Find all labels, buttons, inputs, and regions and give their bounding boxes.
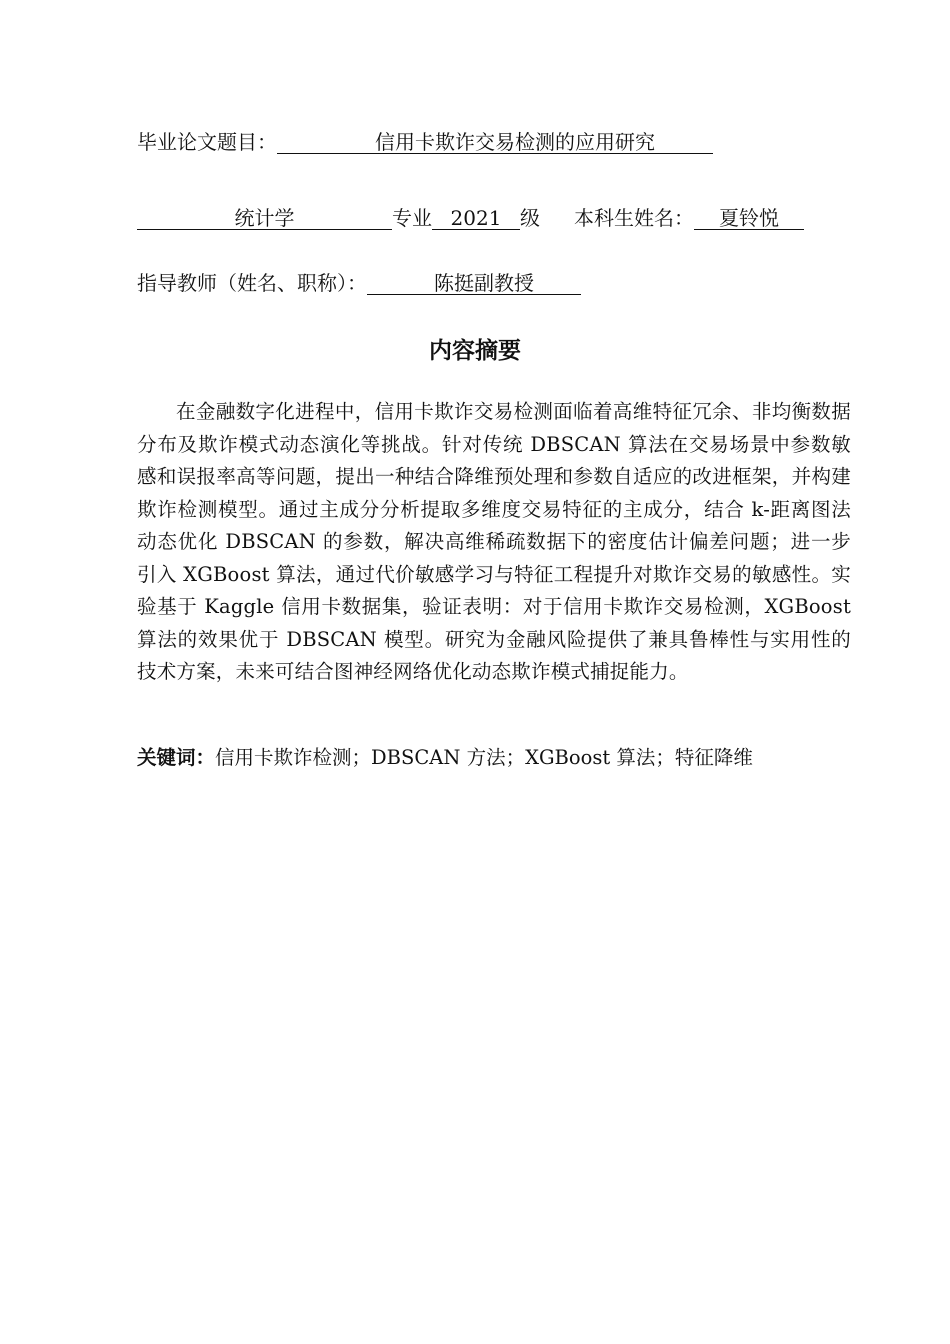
keywords-label: 关键词： — [137, 746, 216, 769]
keywords-value: 信用卡欺诈检测；DBSCAN 方法；XGBoost 算法；特征降维 — [215, 746, 753, 769]
grade-suffix: 级 — [520, 206, 540, 230]
advisor-line — [137, 271, 581, 295]
thesis-title-value: 信用卡欺诈交易检测的应用研究 — [277, 131, 713, 154]
abstract-heading: 内容摘要 — [429, 338, 521, 364]
grade-value: 2021 — [432, 207, 520, 230]
student-name-value: 夏铃悦 — [694, 207, 804, 230]
student-name-label: 本科生姓名： — [574, 206, 694, 230]
advisor-label: 指导教师（姓名、职称）： — [137, 271, 367, 295]
advisor-value: 陈挺副教授 — [367, 272, 581, 295]
major-suffix: 专业 — [392, 206, 432, 230]
thesis-title-line — [137, 130, 713, 154]
abstract-body: 在金融数字化进程中，信用卡欺诈交易检测面临着高维特征冗余、非均衡数据分布及欺诈模式动态演化等挑战。针对传统 DBSCAN 算法在交易场景中参数敏感和误报率高等问题，提出一种结合降维预处理和参数自适应的改进框架，并构建欺诈检测模型。通过主成分分析提取多维度交易特征的主成分，结合 k-距离图法动态优化 DBSCAN 的参数，解决高维稀疏数据下的密度估计偏差问题；进一步引入 XGBoost 算法，通过代价敏感学习与特征工程提升对欺诈交易的敏感性。实验基于 Kaggle 信用卡数据集，验证表明：对于信用卡欺诈交易检测，XGBoost 算法的效果优于 DBSCAN 模型。研究为金融风险提供了兼具鲁棒性与实用性的技术方案，未来可结合图神经网络优化动态欺诈模式捕捉能力。 — [137, 400, 851, 683]
keywords-line — [137, 744, 753, 772]
major-value: 统计学 — [137, 207, 392, 230]
major-grade-name-line — [137, 206, 804, 230]
thesis-title-label: 毕业论文题目： — [137, 130, 277, 154]
